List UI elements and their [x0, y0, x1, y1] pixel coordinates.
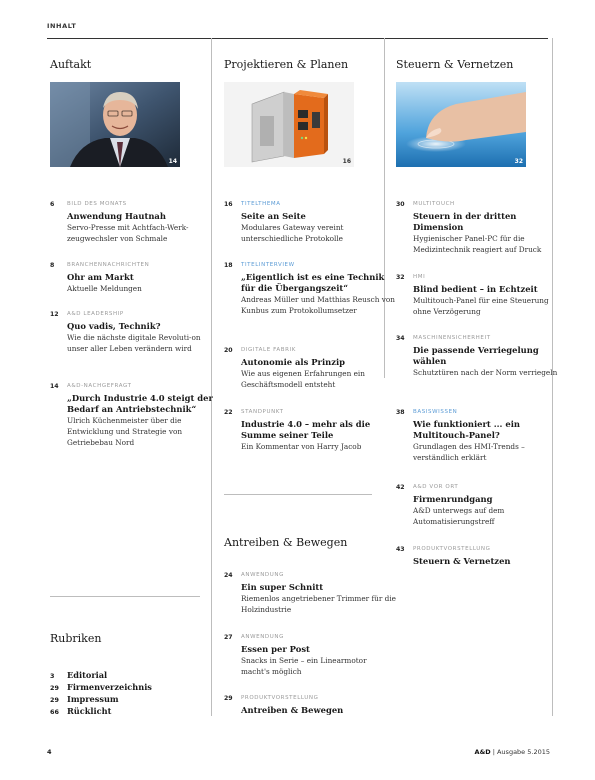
photo-page-number: 16: [342, 158, 351, 165]
entry-kicker: BILD DES MONATS: [67, 201, 127, 207]
section-divider: [50, 596, 200, 597]
rubrik-item[interactable]: [50, 682, 152, 692]
entry-kicker: TITELINTERVIEW: [241, 262, 295, 268]
entry-page-number: 27: [224, 634, 233, 641]
entry-headline: Anwendung Hautnah: [67, 211, 166, 221]
entry-kicker: ANWENDUNG: [241, 572, 284, 578]
entry-kicker: BASISWISSEN: [413, 409, 458, 415]
entry-page-number: 18: [224, 262, 233, 269]
top-rule: [47, 38, 548, 39]
entry-page-number: 38: [396, 409, 405, 416]
entry-page-number: 12: [50, 311, 59, 318]
entry-description: Aktuelle Meldungen: [67, 284, 142, 293]
entry-headline: „Durch Industrie 4.0 steigt der Bedarf an Antriebstechnik“: [67, 393, 213, 414]
entry-kicker: BRANCHENNACHRICHTEN: [67, 262, 150, 268]
rubrik-page-number: 66: [50, 708, 59, 716]
entry-page-number: 6: [50, 201, 55, 208]
rubrik-page-number: 29: [50, 696, 59, 704]
rubrik-page-number: 29: [50, 684, 59, 692]
footer-issue: [475, 748, 550, 756]
entry-headline: „Eigentlich ist es eine Technik für die Übergangszeit“: [241, 272, 385, 293]
entry-page-number: 43: [396, 546, 405, 553]
brand-label: A&D: [474, 748, 491, 756]
entry-page-number: 29: [224, 695, 233, 702]
section-divider: [224, 494, 372, 495]
photo-portrait[interactable]: [50, 82, 180, 167]
entry-page-number: 34: [396, 335, 405, 342]
entry-kicker: PRODUKTVORSTELLUNG: [241, 695, 319, 701]
section-title-rubriken: Rubriken: [50, 632, 102, 645]
section-title-projektieren: Projektieren & Planen: [224, 58, 349, 71]
entry-kicker: A&D LEADERSHIP: [67, 311, 124, 317]
entry-headline: Wie funktioniert ... ein Multitouch-Panel?: [413, 419, 520, 440]
entry-page-number: 30: [396, 201, 405, 208]
entry-headline: Ohr am Markt: [67, 272, 134, 282]
column-separator: [211, 38, 212, 716]
photo-page-number: 32: [514, 158, 523, 165]
entry-page-number: 8: [50, 262, 55, 269]
entry-headline: Steuern in der dritten Dimension: [413, 211, 517, 232]
entry-description: Andreas Müller und Matthias Reusch von Kunbus zum Protokollumsetzer: [241, 295, 395, 315]
entry-description: Riemenlos angetriebener Trimmer für die Holzindustrie: [241, 594, 396, 614]
rubrik-item[interactable]: [50, 670, 107, 680]
rubrik-page-number: 3: [50, 672, 55, 680]
photo-page-number: 14: [168, 158, 177, 165]
entry-description: Grundlagen des HMI-Trends – verständlich erklärt: [413, 442, 525, 462]
entry-headline: Autonomie als Prinzip: [241, 357, 346, 367]
entry-kicker: HMI: [413, 274, 426, 280]
entry-description: Wie die nächste digitale Revoluti-on unser aller Leben verändern wird: [67, 333, 201, 353]
rubrik-label: Editorial: [67, 670, 108, 680]
entry-page-number: 32: [396, 274, 405, 281]
entry-headline: Seite an Seite: [241, 211, 306, 221]
entry-description: Ulrich Küchenmeister über die Entwicklung und Strategie von Getriebebau Nord: [67, 416, 183, 447]
section-title-auftakt: Auftakt: [50, 58, 92, 71]
entry-headline: Essen per Post: [241, 644, 310, 654]
entry-headline: Blind bedient – in Echtzeit: [413, 284, 538, 294]
entry-description: Wie aus eigenen Erfahrungen ein Geschäftsmodell entsteht: [241, 369, 365, 389]
entry-kicker: TITELTHEMA: [241, 201, 281, 207]
page-label: INHALT: [47, 22, 77, 30]
entry-headline: Antreiben & Bewegen: [241, 705, 344, 715]
entry-description: Hygienischer Panel-PC für die Medizintechnik reagiert auf Druck: [413, 234, 542, 254]
page-number: 4: [47, 748, 52, 756]
rubrik-item[interactable]: [50, 694, 119, 704]
entry-kicker: MASCHINENSICHERHEIT: [413, 335, 491, 341]
issue-label: | Ausgabe 5.2015: [492, 748, 550, 756]
entry-kicker: A&D VOR ORT: [413, 484, 459, 490]
entry-headline: Industrie 4.0 – mehr als die Summe seiner Teile: [241, 419, 371, 440]
entry-description: Multitouch-Panel für eine Steuerung ohne Verzögerung: [413, 296, 549, 316]
portrait-image: [50, 82, 180, 167]
entry-description: Schutztüren nach der Norm verriegeln: [413, 368, 558, 377]
entry-kicker: STANDPUNKT: [241, 409, 284, 415]
entry-description: Servo-Presse mit Achtfach-Werk-zeugwechsler von Schmale: [67, 223, 189, 243]
rubrik-label: Impressum: [67, 694, 119, 704]
rubrik-label: Rücklicht: [67, 706, 112, 716]
rubrik-label: Firmenverzeichnis: [67, 682, 152, 692]
entry-kicker: PRODUKTVORSTELLUNG: [413, 546, 491, 552]
entry-kicker: DIGITALE FABRIK: [241, 347, 296, 353]
entry-page-number: 20: [224, 347, 233, 354]
column-separator: [384, 38, 385, 378]
section-title-steuern: Steuern & Vernetzen: [396, 58, 514, 71]
section-title-antreiben: Antreiben & Bewegen: [224, 536, 348, 549]
photo-gateway[interactable]: [224, 82, 354, 167]
entry-headline: Steuern & Vernetzen: [413, 556, 511, 566]
gateway-device-image: [224, 82, 354, 167]
entry-headline: Ein super Schnitt: [241, 582, 324, 592]
entry-page-number: 42: [396, 484, 405, 491]
entry-kicker: A&D-NACHGEFRAGT: [67, 383, 132, 389]
entry-headline: Firmenrundgang: [413, 494, 493, 504]
entry-page-number: 24: [224, 572, 233, 579]
entry-description: Snacks in Serie – ein Linearmotor macht's möglich: [241, 656, 367, 676]
entry-description: A&D unterwegs auf dem Automatisierungstreff: [413, 506, 505, 526]
entry-headline: Die passende Verriegelung wählen: [413, 345, 539, 366]
entry-page-number: 16: [224, 201, 233, 208]
rubrik-item[interactable]: [50, 706, 111, 716]
entry-page-number: 14: [50, 383, 59, 390]
entry-description: Ein Kommentar von Harry Jacob: [241, 442, 362, 451]
entry-kicker: MULTITOUCH: [413, 201, 455, 207]
entry-description: Modulares Gateway vereint unterschiedliche Protokolle: [241, 223, 344, 243]
entry-page-number: 22: [224, 409, 233, 416]
entry-headline: Quo vadis, Technik?: [67, 321, 161, 331]
photo-touch[interactable]: [396, 82, 526, 167]
touch-finger-image: [396, 82, 526, 167]
entry-kicker: ANWENDUNG: [241, 634, 284, 640]
